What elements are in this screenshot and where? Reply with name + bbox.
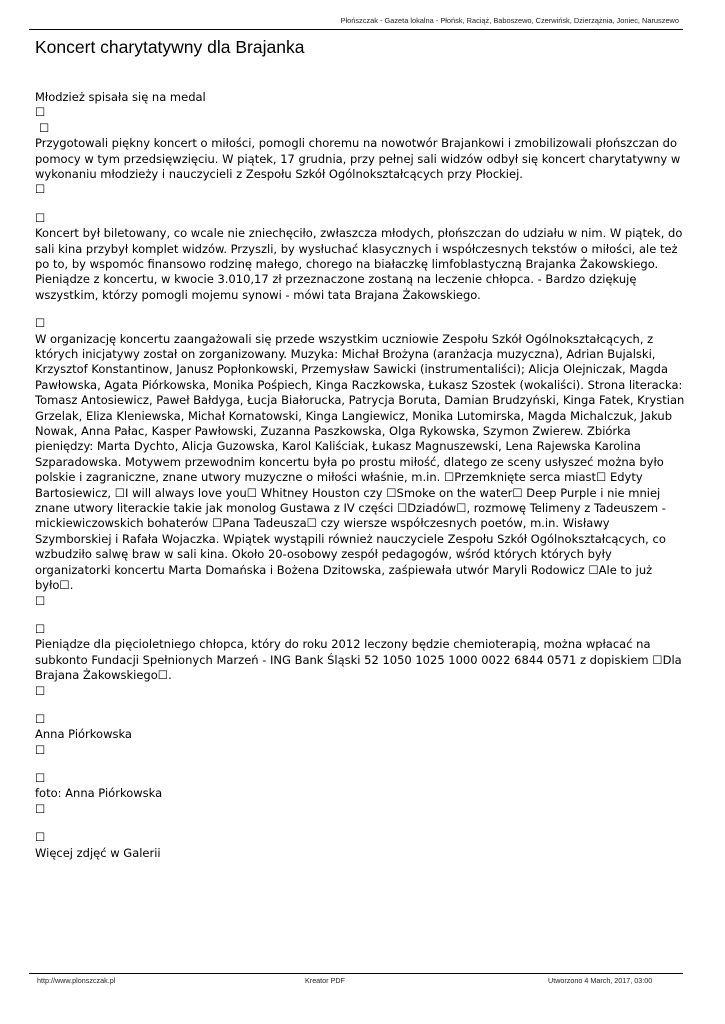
spacer [35, 303, 687, 316]
article-subtitle: Młodzież spisała się na medal [35, 90, 206, 104]
paragraph-tickets: Koncert był biletowany, co wcale nie zniechęciło, zwłaszcza młodych, płońszczan do udziału w nim. W piątek, do sali kina przybył komplet widzów. Przyszli, by wysłuchać klasycznych i współczesnych tekstów o miłości, ale też po to, by wspomóc finansowo rodzinę małego, chorego na białaczkę limfoblastyczną Brajanka Żakowskiego. Pieniądze z koncertu, w kwocie 3.010,17 zł przeznaczone zostaną na leczenie chłopca. - Bardzo dziękuję wszystkim, którzy pomogli mojemu synowi - mówi tata Brajana Żakowskiego. [35, 226, 683, 302]
photo-credit: foto: Anna Piórkowska [35, 786, 163, 801]
box-glyph: ☐ [35, 801, 46, 816]
spacer [35, 609, 687, 622]
article-author: Anna Piórkowska [35, 727, 132, 742]
spacer [35, 198, 687, 211]
footer-divider [29, 973, 683, 974]
box-glyph: ☐ [35, 105, 46, 120]
article-body [35, 90, 687, 861]
box-glyph: ☐ [35, 210, 46, 225]
box-glyph: ☐ [35, 593, 46, 608]
box-glyph: ☐ [35, 621, 46, 636]
box-glyph: ☐ [35, 711, 46, 726]
paragraph-organizers: W organizację koncertu zaangażowali się przede wszystkim uczniowie Zespołu Szkół Ogólnokształcących, z których inicjatywy został on zorganizowany. Muzyka: Michał Brożyna (aranżacja muzyczna), Adrian Bujalski, Krzysztof Konstantinow, Janusz Popłonkowski, Przemysław Sawicki (instrumentaliści); Alicja Olejniczak, Magda Pawłowska, Agata Piórkowska, Monika Pośpiech, Kinga Raczkowska, Łukasz Szostek (wokaliści). Strona literacka: Tomasz Antosiewicz, Paweł Bałdyga, Łucja Białorucka, Patrycja Boruta, Damian Brudzyński, Kinga Fatek, Krystian Grzelak, Eliza Kleniewska, Michał Kornatowski, Kinga Langiewicz, Monika Lutomirska, Magda Michalczuk, Jakub Nowak, Anna Pałac, Kasper Pawłowski, Zuzanna Paszkowska, Olga Rykowska, Szymon Zwierew. Zbiórka pieniędzy: Marta Dychto, Alicja Guzowska, Karol Kaliściak, Łukasz Magnuszewski, Lena Rajewska Karolina Szparadowska. Motywem przewodnim koncertu była po prostu miłość, dlatego ze sceny usłyszeć można było polskie i zagraniczne, znane utwory muzyczne o miłości właśnie, m.in. ☐Przemknięte serca miast☐ Edyty Bartosiewicz, ☐I will always love you☐ Whitney Houston czy ☐Smoke on the water☐ Deep Purple i nie mniej znane utwory literackie takie jak monolog Gustawa z IV części ☐Dziadów☐, rozmowę Telimeny z Tadeuszem - mickiewiczowskich bohaterów ☐Pana Tadeusza☐ czy wiersze współczesnych poetów, m.in. Wisławy Szymborskiej i Rafała Wojaczka. Wpiątek wystąpili również nauczyciele Zespołu Szkół Ogólnokształcących, co wzbudziło salwę braw w sali kina. Około 20-osobowy zespół pedagogów, wśród których których były organizatorki koncertu Marta Domańska i Bożena Dzitowska, zaśpiewała utwór Maryli Rodowicz ☐Ale to już było☐. [35, 331, 685, 593]
footer-generator: Kreator PDF [305, 976, 345, 985]
spacer [35, 817, 687, 830]
box-glyph: ☐ [35, 683, 46, 698]
box-glyph: ☐ [35, 182, 46, 197]
paragraph-donations: Pieniądze dla pięcioletniego chłopca, który do roku 2012 leczony będzie chemioterapią, można wpłacać na subkonto Fundacji Spełnionych Marzeń - ING Bank Śląski 52 1050 1025 1000 0022 6844 0571 z dopiskiem ☐Dla Brajana Żakowskiego☐. [35, 637, 682, 683]
article-title: Koncert charytatywny dla Brajanka [35, 37, 305, 57]
site-header-line: Płońszczak - Gazeta lokalna - Płońsk, Raciąż, Baboszewo, Czerwińsk, Dzierzążnia, Joniec, Naruszewo [340, 16, 679, 25]
box-glyph: ☐ [35, 771, 46, 786]
gallery-link[interactable]: Więcej zdjęć w Galerii [35, 845, 161, 860]
spacer [35, 699, 687, 712]
box-glyph: ☐ [35, 316, 46, 331]
box-glyph: ☐ [35, 830, 46, 845]
box-glyph: ☐ [35, 742, 46, 757]
header-divider [29, 29, 683, 30]
box-glyph: ☐ [39, 120, 50, 135]
footer-created: Utworzono 4 March, 2017, 03:00 [548, 976, 653, 985]
paragraph-intro: Przygotowali piękny koncert o miłości, pomogli choremu na nowotwór Brajankowi i zmobilizowali płońszczan do pomocy w tym przedsięwzięciu. W piątek, 17 grudnia, przy pełnej sali widzów odbył się koncert charytatywny w wykonaniu młodzieży i nauczycieli z Zespołu Szkół Ogólnokształcących przy Płockiej. [35, 136, 681, 181]
footer-url[interactable]: http://www.plonszczak.pl [37, 976, 116, 985]
spacer [35, 758, 687, 771]
